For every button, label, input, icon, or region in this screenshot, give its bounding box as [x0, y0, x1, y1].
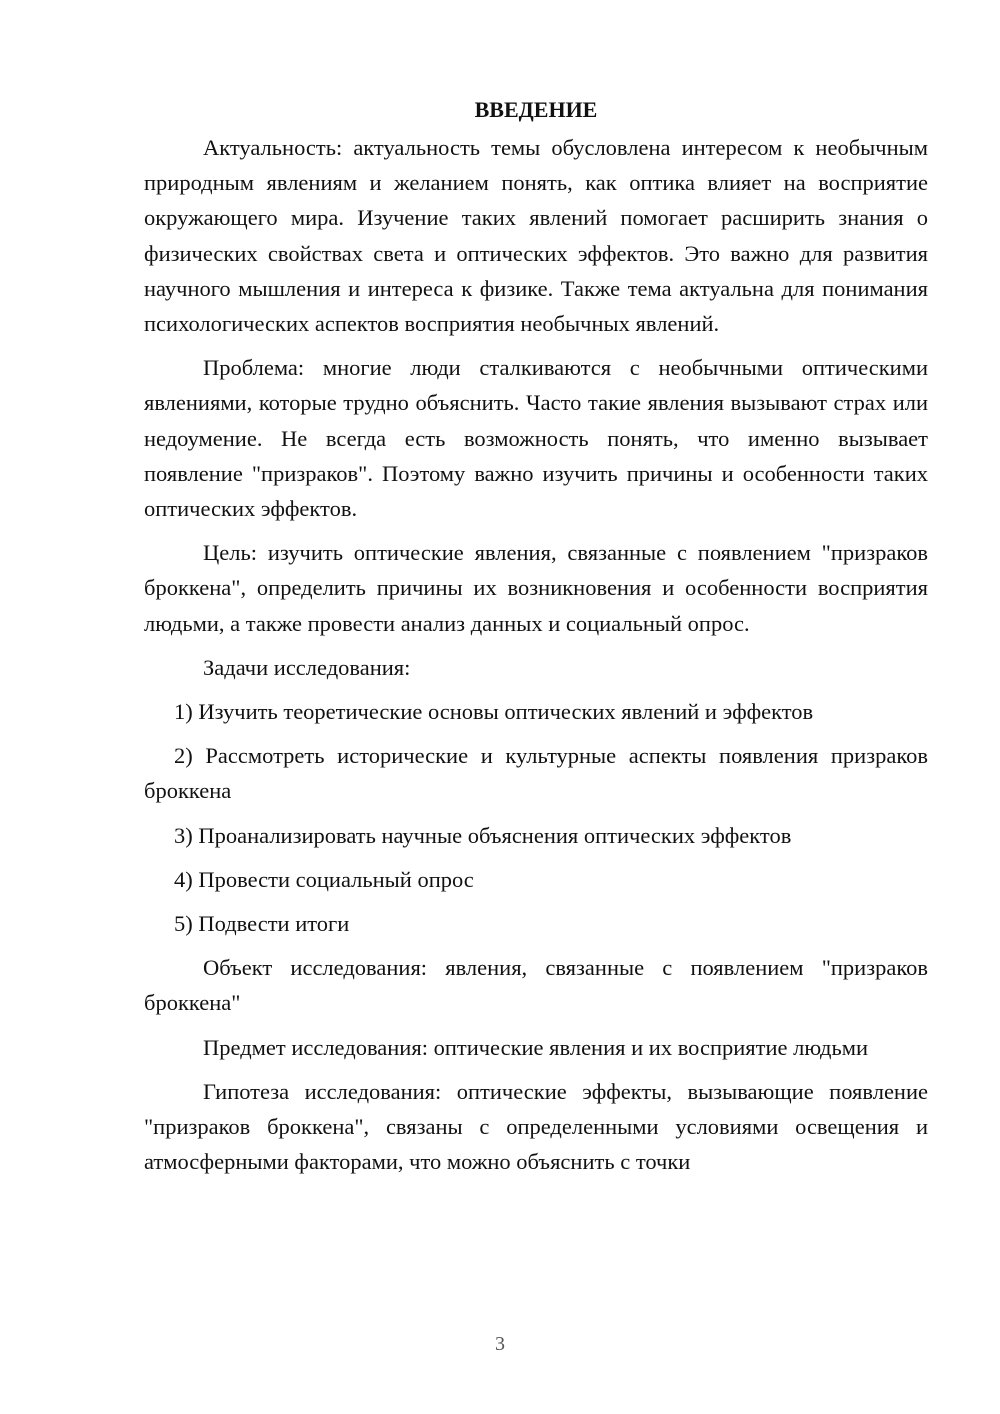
task-item: 3) Проанализировать научные объяснения оптических эффектов: [174, 822, 792, 848]
page-number: 3: [495, 1333, 505, 1355]
goal-paragraph: Цель: изучить оптические явления, связанные с появлением "призраков броккена", определить причины их возникновения и особенности восприятия людьми, а также провести анализ данных и социальный опрос.: [144, 540, 928, 636]
subject-paragraph: Предмет исследования: оптические явления и их восприятие людьми: [203, 1034, 869, 1060]
task-item: 1) Изучить теоретические основы оптических явлений и эффектов: [174, 699, 814, 725]
problem-paragraph: Проблема: многие люди сталкиваются с необычными оптическими явлениями, которые трудно объяснить. Часто такие явления вызывают страх или недоумение. Не всегда есть возможность понять, что именно вызывает появление "призраков". Поэтому важно изучить причины и особенности таких оптических эффектов.: [144, 355, 928, 522]
object-paragraph: Объект исследования: явления, связанные с появлением "призраков броккена": [144, 955, 928, 1016]
page-title: ВВЕДЕНИЕ: [474, 97, 598, 122]
relevance-paragraph: Актуальность: актуальность темы обусловлена интересом к необычным природным явлениям и желанием понять, как оптика влияет на восприятие окружающего мира. Изучение таких явлений помогает расширить знания о физических свойствах света и оптических эффектов. Это важно для развития научного мышления и интереса к физике. Также тема актуальна для понимания психологических аспектов восприятия необычных явлений.: [144, 135, 928, 337]
task-item: 4) Провести социальный опрос: [174, 866, 474, 892]
task-item: 5) Подвести итоги: [174, 911, 350, 937]
page-body: [144, 92, 928, 1188]
task-item: 2) Рассмотреть исторические и культурные аспекты появления призраков броккена: [144, 743, 928, 804]
hypothesis-paragraph: Гипотеза исследования: оптические эффекты, вызывающие появление "призраков броккена", связаны с определенными условиями освещения и атмосферными факторами, что можно объяснить с точки: [144, 1078, 928, 1175]
tasks-heading: Задачи исследования:: [203, 654, 411, 680]
